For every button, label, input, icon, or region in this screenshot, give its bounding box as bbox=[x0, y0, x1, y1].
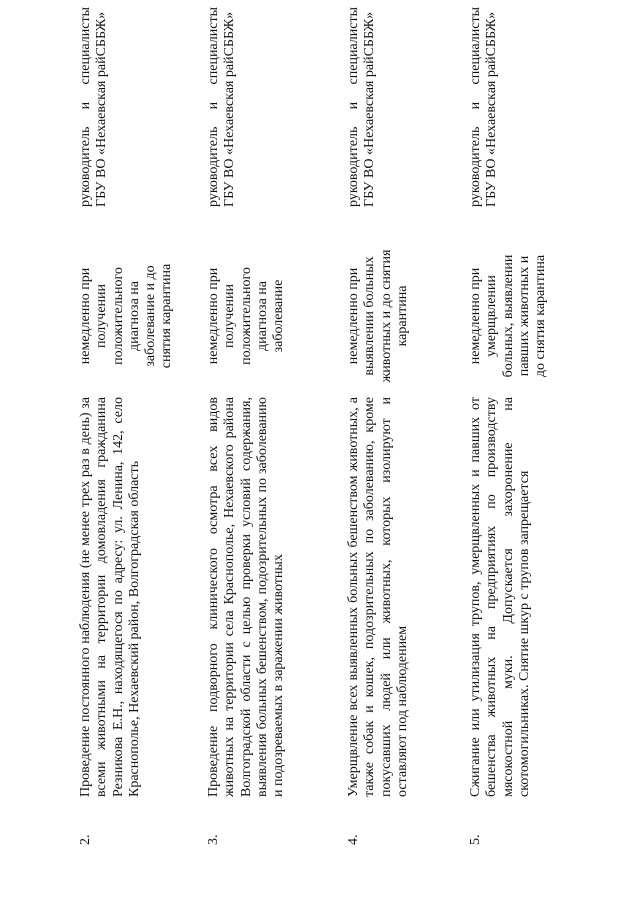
deadline-cell: немедленно при умерщвлении больных, выявлении павших животных и до снятия карантина bbox=[468, 254, 549, 378]
responsible-word: и bbox=[206, 101, 221, 110]
responsible-line-1 bbox=[346, 7, 362, 207]
responsible-line-2: ГБУ ВО «Нехаевская райСББЖ» bbox=[94, 11, 110, 207]
action-cell: Проведение постоянного наблюдения (не менее трех раз в день) за всеми животными на территории домовладения гражданина Резникова Е.Н., находящегося по адресу: ул. Ленина, 142, село Краснополье, Нехаевский район, Волгоградская область bbox=[78, 397, 142, 797]
responsible-line-2: ГБУ ВО «Нехаевская райСББЖ» bbox=[362, 11, 378, 207]
responsible-line-1 bbox=[78, 7, 94, 207]
responsible-word: и bbox=[78, 101, 93, 110]
action-cell: Проведение подворного клинического осмотра всех видов животных на территории села Краснополье, Нехаевского района Волгоградской области с целью проверки условий содержания, выявления больных бешенством, подозрительных по заболеванию и подозреваемых в заражении животных bbox=[206, 397, 287, 797]
row-number: 5. bbox=[468, 834, 483, 845]
responsible-cell bbox=[346, 7, 379, 207]
responsible-cell bbox=[206, 7, 239, 207]
responsible-cell bbox=[78, 7, 111, 207]
deadline-cell: немедленно при выявлении больных животных и до снятия карантина bbox=[346, 249, 410, 383]
responsible-line-1 bbox=[206, 7, 222, 207]
table-row bbox=[468, 7, 588, 845]
responsible-word: руководитель bbox=[346, 126, 361, 207]
action-cell: Сжигание или утилизация трупов, умерщвленных и павших от бешенства животных на предприятиях по производству мясокостной муки. Допускается захоронение на скотомогильниках. Снятие шкур с трупов запрещается bbox=[468, 397, 532, 797]
row-number: 2. bbox=[78, 834, 93, 845]
table-row bbox=[346, 7, 450, 845]
action-cell: Умерщвление всех выявленных больных бешенством животных, а также собак и кошек, подозрительных по заболеванию, кроме покусавших людей или животных, которых изолируют и оставляют под наблюдением bbox=[346, 397, 410, 797]
deadline-cell: немедленно при получении положительного диагноза на заболевание и до снятия карантина bbox=[78, 263, 175, 369]
row-number: 4. bbox=[346, 834, 361, 845]
responsible-word: специалисты bbox=[346, 7, 361, 85]
responsible-word: специалисты bbox=[206, 7, 221, 85]
table-row bbox=[78, 7, 188, 845]
responsible-line-2: ГБУ ВО «Нехаевская райСББЖ» bbox=[222, 11, 238, 207]
responsible-word: специалисты bbox=[78, 7, 93, 85]
responsible-word: и bbox=[468, 101, 483, 110]
responsible-word: и bbox=[346, 101, 361, 110]
table-row bbox=[206, 7, 328, 845]
row-number: 3. bbox=[206, 834, 221, 845]
responsible-word: специалисты bbox=[468, 7, 483, 85]
responsible-word: руководитель bbox=[78, 126, 93, 207]
responsible-line-2: ГБУ ВО «Нехаевская райСББЖ» bbox=[484, 11, 500, 207]
responsible-line-1 bbox=[468, 7, 484, 207]
deadline-cell: немедленно при получении положительного диагноза на заболевание bbox=[206, 267, 287, 365]
measures-table bbox=[78, 7, 606, 845]
responsible-word: руководитель bbox=[206, 126, 221, 207]
responsible-cell bbox=[468, 7, 501, 207]
responsible-word: руководитель bbox=[468, 126, 483, 207]
